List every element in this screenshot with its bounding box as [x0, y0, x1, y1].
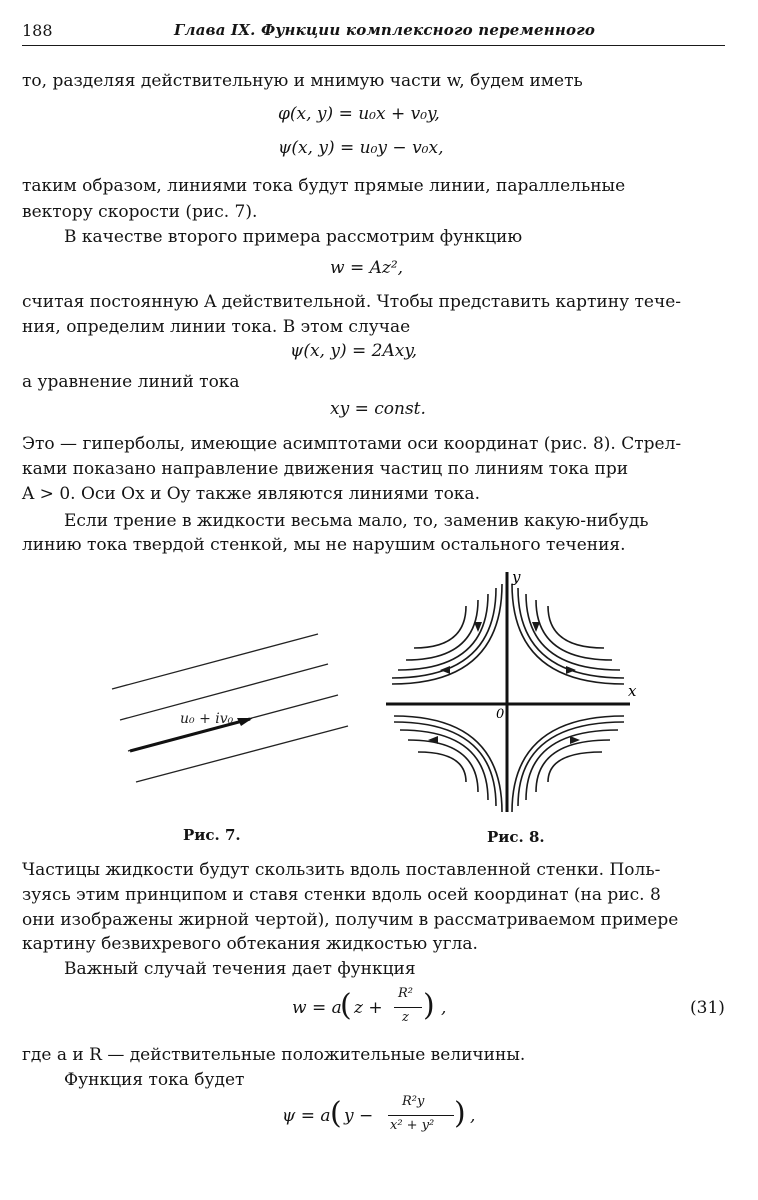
eq-psi-numerator: R²y [402, 1094, 425, 1109]
equation-phi: φ(x, y) = u₀x + v₀y, [278, 104, 440, 124]
streamlines [112, 634, 348, 782]
x-axis-label: x [628, 682, 637, 700]
paren-close-icon: ) [454, 1096, 466, 1131]
streamline [112, 634, 318, 689]
header-rule [22, 45, 725, 46]
streamline [548, 606, 604, 648]
text-line-11: Если трение в жидкости весьма мало, то, заменив какую-нибудь [64, 511, 649, 531]
text-line-8: Это — гиперболы, имеющие асимптотами оси координат (рис. 8). Стрел- [22, 434, 682, 454]
text-line-10: A > 0. Оси Ox и Oy также являются линиями тока. [22, 484, 480, 504]
equation-w-az2: w = Az², [330, 258, 404, 278]
eq-psi-tail: , [470, 1106, 476, 1126]
paren-open-icon: ( [330, 1096, 342, 1131]
text-line-6: ния, определим линии тока. В этом случае [22, 317, 411, 337]
eq-psi-denominator: x² + y² [390, 1118, 435, 1133]
arrowhead-icon [237, 718, 253, 726]
text-line-13: Частицы жидкости будут скользить вдоль поставленной стенки. Поль- [22, 860, 661, 880]
streamline [406, 600, 478, 660]
figure-8 [380, 566, 648, 822]
text-line-15: они изображены жирной чертой), получим в рассматриваемом примере [22, 910, 679, 930]
equation-psi: ψ(x, y) = u₀y − v₀x, [278, 138, 444, 158]
equation-number: (31) [690, 998, 725, 1018]
text-line-19: Функция тока будет [64, 1070, 245, 1090]
origin-label: 0 [496, 707, 505, 722]
text-line-18: где a и R — действительные положительные величины. [22, 1045, 526, 1065]
text-line-2: таким образом, линиями тока будут прямые линии, параллельные [22, 176, 626, 196]
arrow-left-icon [440, 666, 450, 674]
text-line-7: а уравнение линий тока [22, 372, 240, 392]
fraction-bar [394, 1007, 422, 1008]
figure-7 [100, 625, 360, 795]
text-line-12: линию тока твердой стенкой, мы не нарушим остального течения. [22, 535, 626, 555]
streamline [136, 726, 348, 782]
text-line-4: В качестве второго примера рассмотрим функцию [64, 227, 523, 247]
running-title: Глава IX. Функции комплексного переменного [174, 21, 596, 39]
streamline [548, 752, 602, 782]
streamline [414, 606, 466, 648]
eq-psi-lhs: ψ = a [282, 1106, 331, 1126]
text-line-5: считая постоянную A действительной. Чтобы представить картину тече- [22, 292, 682, 312]
page-header [22, 18, 727, 44]
eq31-lhs: w = a [292, 998, 342, 1018]
streamline [418, 752, 466, 782]
text-line-14: зуясь этим принципом и ставя стенки вдоль осей координат (на рис. 8 [22, 885, 661, 905]
eq31-denominator: z [402, 1010, 409, 1025]
text-line-17: Важный случай течения дает функция [64, 959, 416, 979]
equation-xy-const: xy = const. [330, 399, 426, 419]
arrow-right-icon [566, 666, 576, 674]
eq-psi-y-minus: y − [344, 1106, 374, 1126]
velocity-label: u₀ + iv₀ [180, 711, 234, 727]
eq31-tail: , [441, 998, 447, 1018]
fraction-bar [388, 1115, 454, 1116]
text-line-16: картину безвихревого обтекания жидкостью угла. [22, 934, 478, 954]
paren-close-icon: ) [423, 988, 435, 1023]
paren-open-icon: ( [340, 988, 352, 1023]
streamline [536, 740, 610, 792]
text-line-9: ками показано направление движения частиц по линиям тока при [22, 459, 629, 479]
figure-8-caption: Рис. 8. [487, 828, 545, 846]
eq31-numerator: R² [398, 986, 413, 1001]
text-line-1: то, разделяя действительную и мнимую части w, будем иметь [22, 71, 583, 91]
y-axis-label: y [512, 568, 521, 586]
page-number: 188 [22, 21, 53, 40]
figure-7-caption: Рис. 7. [183, 826, 241, 844]
eq31-z-plus: z + [354, 998, 383, 1018]
equation-psi-2axy: ψ(x, y) = 2Axy, [290, 341, 418, 361]
text-line-3: вектору скорости (рис. 7). [22, 202, 258, 222]
